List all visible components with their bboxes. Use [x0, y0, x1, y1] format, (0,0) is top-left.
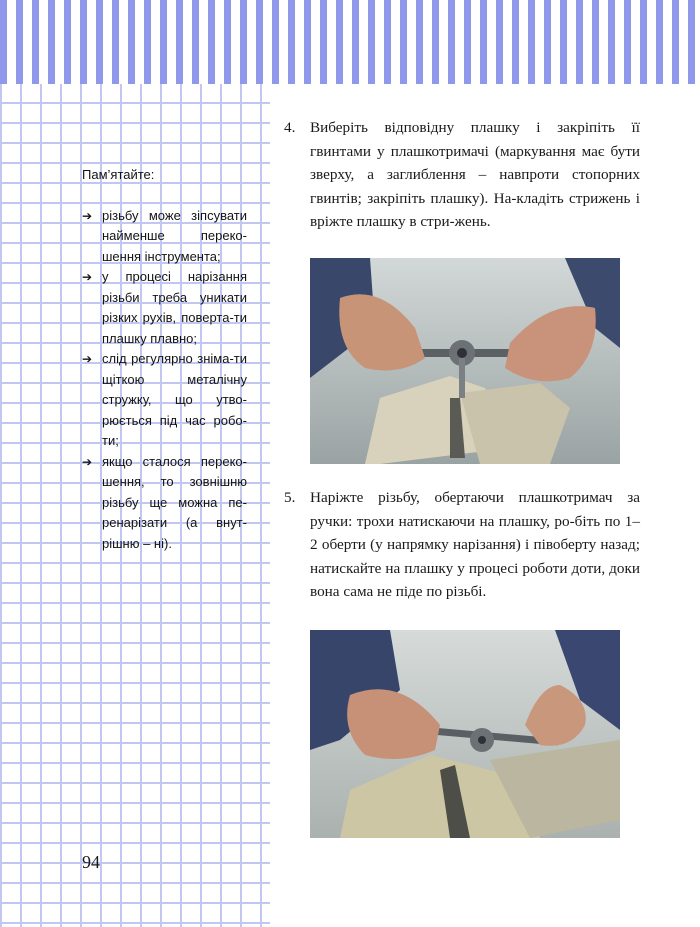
tip-text: слід регулярно зніма-ти щіткою металічну стружку, що утво-рюється під час робо-ти; — [102, 351, 247, 448]
tip-item — [82, 349, 247, 452]
tip-item — [82, 206, 247, 268]
step-number: 4. — [284, 119, 296, 136]
header-stripes — [0, 0, 700, 84]
step-5 — [284, 486, 640, 604]
page-number: 94 — [82, 852, 100, 872]
arrow-bullet-icon: ➔ — [82, 454, 93, 469]
step-4 — [284, 116, 640, 234]
arrow-bullet-icon: ➔ — [82, 270, 93, 284]
tip-item — [82, 267, 247, 349]
tip-text: у процесі нарізання різьби треба уникати різких рухів, поверта-ти плашку плавно; — [102, 269, 247, 346]
tip-text: якщо сталося переко-шення, то зовнішню різьбу ще можна пе-ренарізати (а внут-рішню – ні). — [102, 453, 247, 551]
remember-title: Пам’ятайте: — [82, 167, 155, 182]
remember-box — [82, 165, 247, 554]
photo-die-insertion — [310, 258, 620, 464]
tip-item — [82, 452, 247, 555]
step-text: Наріжте різьбу, обертаючи плашкотримач за ручки: трохи натискаючи на плашку, ро-біть по 1–2 оберти (у напрямку нарізання) і півоберту назад; натискайте на плашку у процесі роботи доти, доки вона сама не піде по різьбі. — [310, 489, 640, 600]
photo-thread-cutting — [310, 630, 620, 838]
arrow-bullet-icon: ➔ — [82, 352, 93, 366]
arrow-bullet-icon: ➔ — [82, 208, 93, 223]
step-text: Виберіть відповідну плашку і закріпіть її гвинтами у плашкотримачі (маркування має бути зверху, а заглиблення – навпроти стопорних гвинтів; закріпіть плашку). На-кладіть стрижень і вріжте плашку в стри-жень. — [310, 119, 640, 230]
step-number: 5. — [284, 489, 296, 506]
tip-text: різьбу може зіпсувати найменше переко-шення інструмента; — [102, 207, 247, 264]
